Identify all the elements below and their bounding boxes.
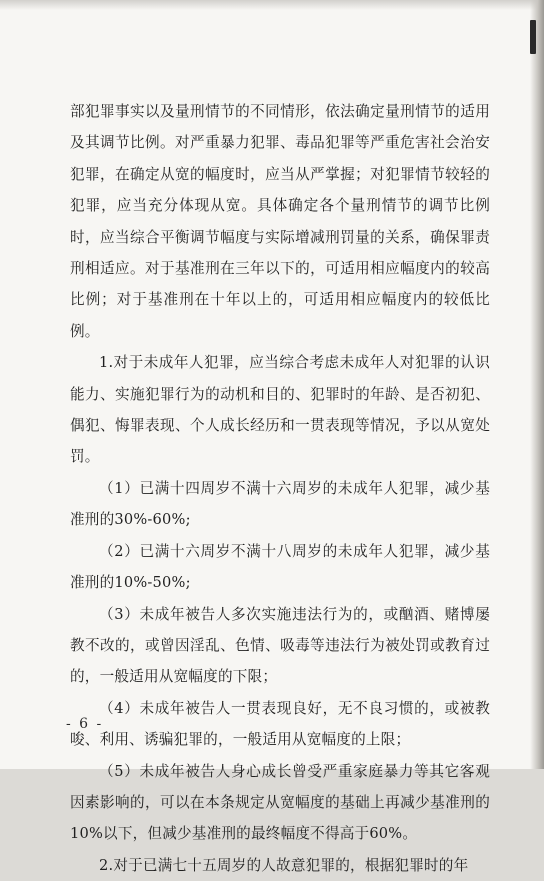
- paragraph: 部犯罪事实以及量刑情节的不同情形，依法确定量刑情节的适用及其调节比例。对严重暴力犯罪、毒品犯罪等严重危害社会治安犯罪，在确定从宽的幅度时，应当从严掌握；对犯罪情节较轻的犯罪，应当充分体现从宽。具体确定各个量刑情节的调节比例时，应当综合平衡调节幅度与实际增减刑罚量的关系，确保罪责刑相适应。对于基准刑在三年以下的，可适用相应幅度内的较高比例；对于基准刑在十年以上的，可适用相应幅度内的较低比例。: [70, 103, 490, 340]
- paragraph: （2）已满十六周岁不满十八周岁的未成年人犯罪，减少基准刑的10%-50%;: [70, 542, 490, 592]
- paragraph: （4）未成年被告人一贯表现良好，无不良习惯的，或被教唆、利用、诱骗犯罪的，一般适用从宽幅度的上限；: [70, 699, 490, 749]
- page-number: - 6 -: [66, 716, 104, 732]
- binding-clip: [530, 20, 536, 54]
- paragraph: 2.对于已满七十五周岁的人故意犯罪的，根据犯罪时的年: [99, 856, 469, 874]
- paragraph: （3）未成年被告人多次实施违法行为的，或酗酒、赌博屡教不改的，或曾因淫乱、色情、吸毒等违法行为被处罚或教育过的，一般适用从宽幅度的下限；: [70, 605, 490, 686]
- binding-edge: [530, 0, 544, 769]
- paragraph: （5）未成年被告人身心成长曾受严重家庭暴力等其它客观因素影响的，可以在本条规定从宽幅度的基础上再减少基准刑的10%以下，但减少基准刑的最终幅度不得高于60%。: [70, 762, 490, 843]
- scan-top-shadow: [0, 0, 544, 10]
- paragraph: （1）已满十四周岁不满十六周岁的未成年人犯罪，减少基准刑的30%-60%;: [70, 479, 490, 529]
- paragraph: 1.对于未成年人犯罪，应当综合考虑未成年人对犯罪的认识能力、实施犯罪行为的动机和目的、犯罪时的年龄、是否初犯、偶犯、悔罪表现、个人成长经历和一贯表现等情况，予以从宽处罚。: [70, 354, 490, 466]
- document-body: [70, 96, 490, 881]
